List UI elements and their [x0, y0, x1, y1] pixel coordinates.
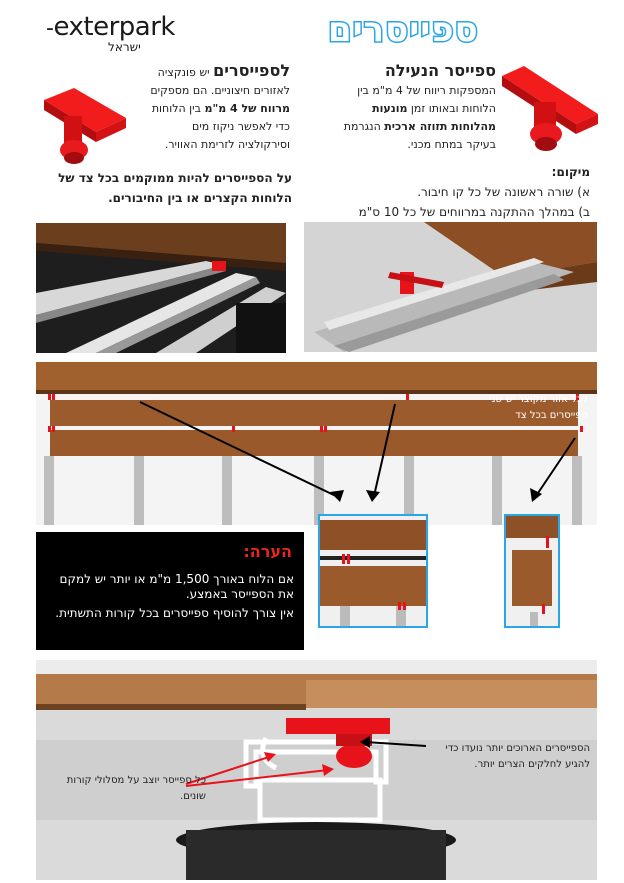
note-box [36, 532, 304, 650]
location-heading: מיקום: [551, 165, 590, 179]
rails-photo [36, 223, 286, 353]
locking-spacer-text: ספייסר הנעילה המספקות ריווח של 4 מ"מ בין הלוחות ובאותו זמן מונעות מהלוחות תזוזה ארכית הנגרמת בעיקר במתח מכני. [343, 61, 496, 151]
location-line-a: א) שורה ראשונה של כל קו חיבור. [417, 185, 590, 199]
location-line-b: ב) במהלך ההתקנה במרווחים של כל 10 ס"מ [358, 205, 590, 219]
spacer-on-rail-photo [304, 222, 597, 352]
long-spacer-callout: הספייסרים הארוכים יותר נועדו כדי להגיע לחלקים הצרים יותר. [445, 743, 590, 770]
note-paragraph-2: אין צורך להוסיף ספייסרים בכל קורות התשתית. [55, 606, 294, 620]
zoom-detail-b [504, 514, 560, 628]
placement-instruction: על הספייסרים להיות ממוקמים בכל צד של הלוחות הקצרים או בין החיבורים. [58, 171, 292, 205]
deck-callout: לכל אזור מקוצר יש שני ספייסרים בכל צד [489, 394, 588, 421]
spacer-function-text: לספייסרים יש פונקציה לאזורים חיצוניים. הם מספקים מרווח של 4 מ"מ בין הלוחות כדי לאפשר ניקוז מים וסירקולציה לזרימת האוויר. [150, 61, 290, 151]
spacer-icon [34, 80, 134, 170]
zoom-detail-a [318, 514, 428, 628]
note-title: הערה: [243, 542, 292, 561]
logo-subtitle: ישראל [108, 40, 141, 54]
locking-spacer-icon [498, 62, 602, 158]
spacer-track-callout: כל ספייסר יוצב על מסלולי קורות שונים. [66, 775, 206, 802]
location-section [300, 162, 590, 222]
page-title: ספייסרים [328, 10, 479, 50]
note-paragraph-1: אם הלוח באורך 1,500 מ"מ או יותר יש למקם את הספייסר באמצע. [59, 572, 294, 601]
logo-wordmark: -exterpark [46, 12, 175, 42]
